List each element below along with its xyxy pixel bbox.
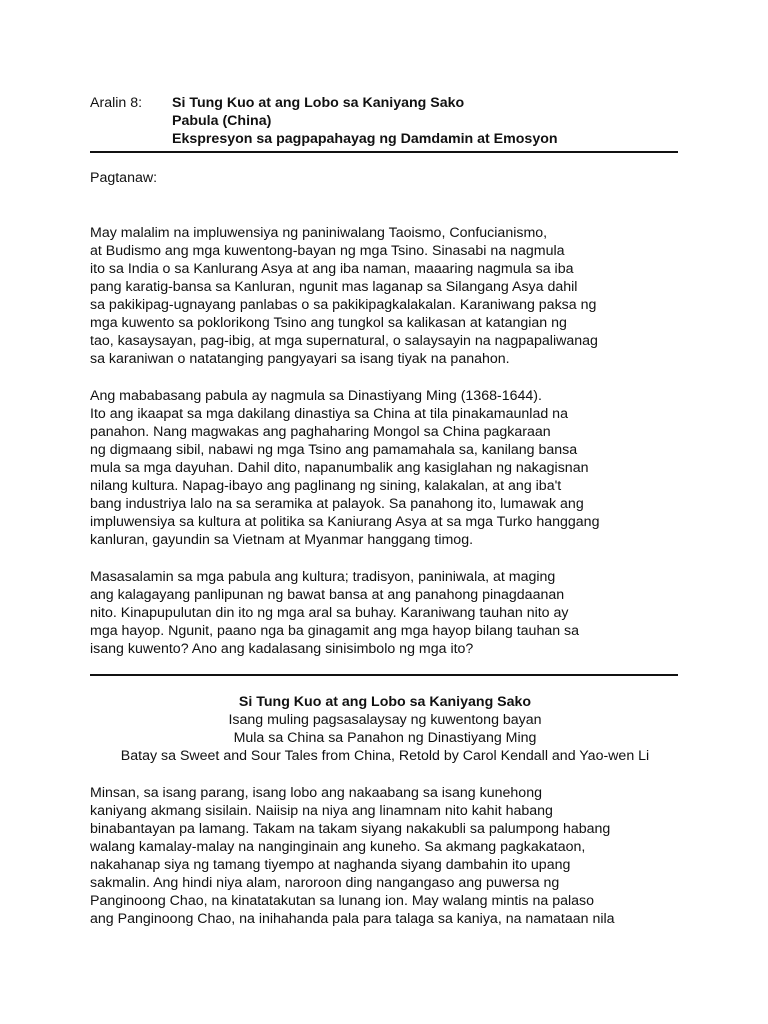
text-line: impluwensiya sa kultura at politika sa Kaniurang Asya at sa mga Turko hanggang xyxy=(90,514,600,530)
lesson-topic: Ekspresyon sa pagpapahayag ng Damdamin at Emosyon xyxy=(172,131,558,147)
text-line: bang industriya lalo na sa seramika at palayok. Sa panahong ito, lumawak ang xyxy=(90,496,584,512)
text-line: sa karaniwan o natatanging pangyayari sa isang tiyak na panahon. xyxy=(90,351,510,367)
text-line: ang kalagayang panlipunan ng bawat bansa at ang panahong pinagdaanan xyxy=(90,587,565,603)
text-line: sa pakikipag-ugnayang panlabas o sa pakikipagkalakalan. Karaniwang paksa ng xyxy=(90,297,597,313)
section-label: Pagtanaw: xyxy=(90,170,158,186)
text-line: mula sa mga dayuhan. Dahil dito, napanumbalik ang kasiglahan ng nakagisnan xyxy=(90,460,589,476)
text-line: Minsan, sa isang parang, isang lobo ang nakaabang sa isang kunehong xyxy=(90,785,542,801)
text-line: isang kuwento? Ano ang kadalasang sinisimbolo ng mga ito? xyxy=(90,641,474,657)
lesson-title-block xyxy=(172,94,558,148)
text-line: pang karatig-bansa sa Kanluran, ngunit mas laganap sa Silangang Asya dahil xyxy=(90,279,578,295)
text-line: binabantayan pa lamang. Takam na takam siyang nakakubli sa palumpong habang xyxy=(90,821,611,837)
intro-paragraph-1 xyxy=(90,224,680,368)
text-line: ang Panginoong Chao, na inihahanda pala para talaga sa kaniya, na namataan nila xyxy=(90,911,615,927)
text-line: Ito ang ikaapat sa mga dakilang dinastiya sa China at tila pinakamaunlad na xyxy=(90,406,568,422)
text-line: nilang kultura. Napag-ibayo ang paglinang ng sining, kalakalan, at ang iba't xyxy=(90,478,562,494)
text-line: May malalim na impluwensiya ng paniniwalang Taoismo, Confucianismo, xyxy=(90,225,548,241)
text-line: panahon. Nang magwakas ang paghaharing Mongol sa China pagkaraan xyxy=(90,424,551,440)
story-subtitle: Isang muling pagsasalaysay ng kuwentong bayan xyxy=(228,712,542,728)
lesson-number: Aralin 8: xyxy=(90,95,143,111)
intro-paragraph-2 xyxy=(90,387,680,549)
story-source: Batay sa Sweet and Sour Tales from China, Retold by Carol Kendall and Yao-wen Li xyxy=(120,748,650,764)
lesson-title: Si Tung Kuo at ang Lobo sa Kaniyang Sako xyxy=(172,95,465,111)
text-line: tao, kasaysayan, pag-ibig, at mga supernatural, o salaysayin na nagpapaliwanag xyxy=(90,333,598,349)
story-heading xyxy=(90,693,680,765)
story-title: Si Tung Kuo at ang Lobo sa Kaniyang Sako xyxy=(238,694,532,710)
text-line: kaniyang akmang sisilain. Naiisip na niya ang linamnam nito kahit habang xyxy=(90,803,553,819)
text-line: ito sa India o sa Kanlurang Asya at ang iba naman, maaaring nagmula sa iba xyxy=(90,261,574,277)
text-line: nito. Kinapupulutan din ito ng mga aral sa buhay. Karaniwang tauhan nito ay xyxy=(90,605,569,621)
text-line: Ang mababasang pabula ay nagmula sa Dinastiyang Ming (1368-1644). xyxy=(90,388,542,404)
intro-paragraph-3 xyxy=(90,568,680,658)
text-line: walang kamalay-malay na nanginginain ang kuneho. Sa akmang pagkakataon, xyxy=(90,839,586,855)
lesson-header xyxy=(90,94,680,148)
section-divider xyxy=(90,674,678,676)
text-line: Panginoong Chao, na kinatatakutan sa lunang ion. May walang mintis na palaso xyxy=(90,893,594,909)
story-body xyxy=(90,784,680,928)
text-line: nakahanap siya ng tamang tiyempo at naghanda siyang dambahin ito upang xyxy=(90,857,571,873)
text-line: kanluran, gayundin sa Vietnam at Myanmar hanggang timog. xyxy=(90,532,474,548)
lesson-genre: Pabula (China) xyxy=(172,113,272,129)
story-origin: Mula sa China sa Panahon ng Dinastiyang Ming xyxy=(233,730,537,746)
header-divider xyxy=(90,151,678,153)
text-line: mga kuwento sa poklorikong Tsino ang tungkol sa kalikasan at katangian ng xyxy=(90,315,567,331)
text-line: sakmalin. Ang hindi niya alam, naroroon ding nangangaso ang puwersa ng xyxy=(90,875,560,891)
text-line: Masasalamin sa mga pabula ang kultura; tradisyon, paniniwala, at maging xyxy=(90,569,556,585)
text-line: mga hayop. Ngunit, paano nga ba ginagamit ang mga hayop bilang tauhan sa xyxy=(90,623,580,639)
text-line: ng digmaang sibil, nabawi ng mga Tsino ang pamamahala sa, kanilang bansa xyxy=(90,442,578,458)
document-page xyxy=(90,94,680,928)
text-line: at Budismo ang mga kuwentong-bayan ng mga Tsino. Sinasabi na nagmula xyxy=(90,243,565,259)
